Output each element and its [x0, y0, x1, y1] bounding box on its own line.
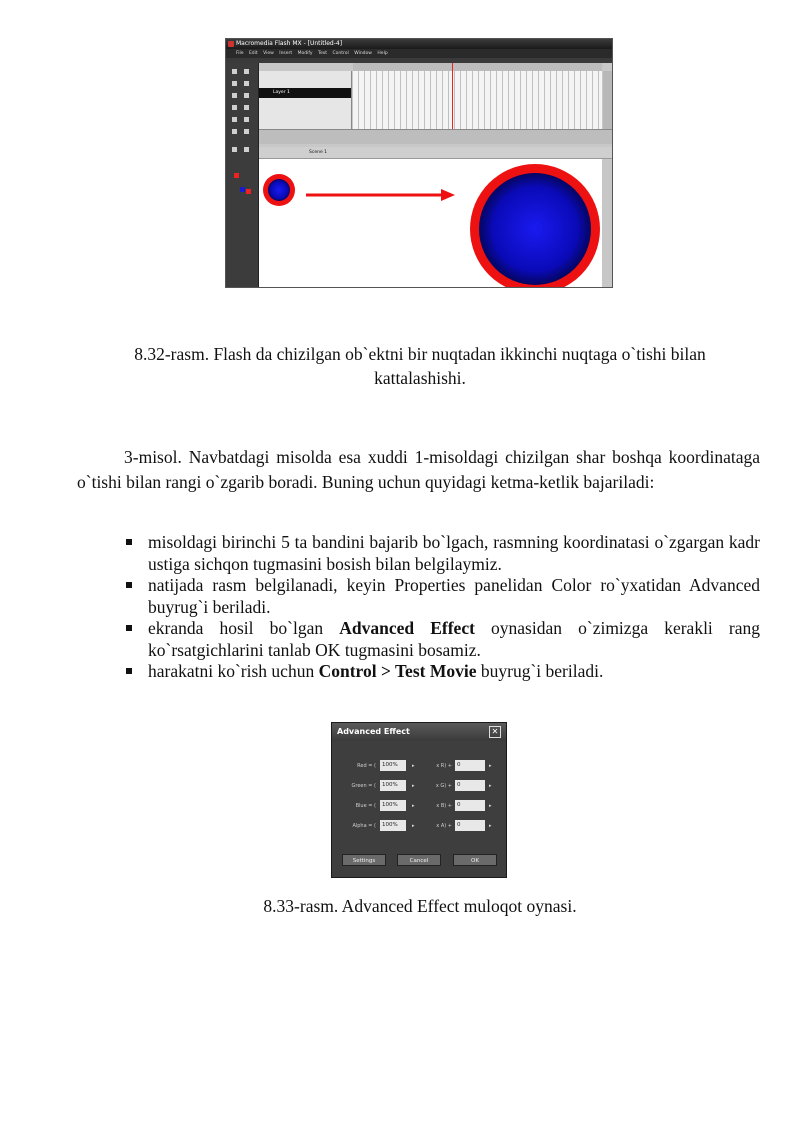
list-item	[122, 618, 760, 661]
bullet-icon	[126, 539, 132, 545]
green-label: Green = (	[351, 783, 376, 789]
menu-item-view[interactable]: View	[263, 51, 274, 56]
list-item	[122, 532, 760, 575]
lasso-tool-icon[interactable]	[244, 81, 249, 86]
alpha-offset-input[interactable]: 0	[455, 820, 485, 831]
arrow-tool-icon[interactable]	[232, 69, 237, 74]
menu-item-text[interactable]: Text	[317, 51, 328, 56]
stage-scrollbar[interactable]	[602, 159, 612, 287]
advanced-effect-dialog	[331, 722, 507, 878]
green-offset-input[interactable]: 0	[455, 780, 485, 791]
zoom-tool-icon[interactable]	[244, 147, 249, 152]
menu-item-insert[interactable]: Insert	[279, 51, 293, 56]
figure-caption-8-32: 8.32-rasm. Flash da chizilgan ob`ektni bir nuqtadan ikkinchi nuqtaga o`tishi bilan kattalashishi.	[134, 344, 706, 388]
alpha-label: Alpha = (	[352, 823, 376, 829]
dialog-title: Advanced Effect	[337, 727, 410, 736]
bullet-icon	[126, 625, 132, 631]
rectangle-tool-icon[interactable]	[244, 105, 249, 110]
menu-item-file[interactable]: File	[236, 51, 244, 56]
blue-row	[332, 799, 507, 813]
red-offset-label: x R) +	[436, 763, 452, 769]
layer-name: Layer 1	[273, 90, 290, 95]
list-item-bold: Advanced Effect	[339, 618, 475, 638]
window-title: Macromedia Flash MX - [Untitled-4]	[236, 40, 343, 47]
bullet-icon	[126, 668, 132, 674]
flash-screenshot	[225, 38, 613, 288]
bullet-icon	[126, 582, 132, 588]
blue-percent-arrow-icon[interactable]: ▸	[412, 803, 415, 809]
line-tool-icon[interactable]	[232, 81, 237, 86]
fill-swatch-icon[interactable]	[246, 189, 251, 194]
menu-item-window[interactable]: Window	[354, 51, 372, 56]
tools-panel	[226, 63, 259, 287]
red-percent-arrow-icon[interactable]: ▸	[412, 763, 415, 769]
green-row	[332, 779, 507, 793]
timeline-scrollbar[interactable]	[603, 71, 612, 129]
blue-offset-input[interactable]: 0	[455, 800, 485, 811]
scene-bar	[259, 147, 612, 159]
frame-ruler	[353, 63, 602, 71]
list-item-text: misoldagi birinchi 5 ta bandini bajarib bo`lgach, rasmning koordinatasi o`zgargan kadr ustiga sichqon tugmasini bosish bilan belgilaymiz.	[148, 532, 760, 574]
list-item-text: oynasidan o`zimizga kerakli rang ko`rsatgichlarini tanlab OK tugmasini bosamiz.	[148, 618, 761, 660]
blue-label: Blue = (	[355, 803, 376, 809]
brush-tool-icon[interactable]	[244, 117, 249, 122]
transform-tool-icon[interactable]	[232, 129, 237, 134]
cancel-button[interactable]: Cancel	[397, 854, 441, 866]
pencil-tool-icon[interactable]	[232, 117, 237, 122]
list-item-text: buyrug`i beriladi.	[476, 661, 604, 681]
menu-bar	[226, 49, 612, 58]
red-row	[332, 759, 507, 773]
stroke-color-icon[interactable]	[234, 173, 239, 178]
layer-row[interactable]	[259, 88, 351, 98]
settings-button[interactable]: Settings	[342, 854, 386, 866]
menu-item-control[interactable]: Control	[332, 51, 349, 56]
stage-graphic	[259, 159, 604, 288]
list-item-text: ekranda hosil bo`lgan	[148, 618, 340, 638]
large-ball	[470, 164, 600, 288]
flash-app-icon	[228, 41, 234, 47]
close-icon[interactable]: ✕	[489, 726, 501, 738]
alpha-percent-arrow-icon[interactable]: ▸	[412, 823, 415, 829]
hand-tool-icon[interactable]	[232, 147, 237, 152]
list-item	[122, 575, 760, 618]
alpha-offset-label: x A) +	[436, 823, 452, 829]
move-arrow-icon	[306, 189, 455, 201]
dialog-titlebar	[332, 723, 506, 741]
alpha-percent-input[interactable]: 100%	[380, 820, 406, 831]
alpha-offset-arrow-icon[interactable]: ▸	[489, 823, 492, 829]
menu-item-help[interactable]: Help	[377, 51, 388, 56]
ok-button[interactable]: OK	[453, 854, 497, 866]
fill-transform-tool-icon[interactable]	[244, 129, 249, 134]
green-offset-label: x G) +	[435, 783, 452, 789]
text-tool-icon[interactable]	[244, 93, 249, 98]
list-item-bold: Control > Test Movie	[318, 661, 477, 681]
alpha-row	[332, 819, 507, 833]
small-ball	[263, 174, 295, 206]
blue-offset-arrow-icon[interactable]: ▸	[489, 803, 492, 809]
window-titlebar	[226, 39, 612, 49]
steps-list	[122, 532, 760, 683]
example-paragraph: 3-misol. Navbatdagi misolda esa xuddi 1-misoldagi chizilgan shar boshqa koordinataga o`tishi bilan rangi o`zgarib boradi. Buning uchun quyidagi ketma-ketlik bajariladi:	[77, 447, 760, 492]
menu-item-edit[interactable]: Edit	[248, 51, 258, 56]
playhead[interactable]	[452, 63, 453, 129]
blue-percent-input[interactable]: 100%	[380, 800, 406, 811]
oval-tool-icon[interactable]	[232, 105, 237, 110]
red-label: Red = (	[357, 763, 376, 769]
layers-area	[259, 71, 352, 129]
scene-name[interactable]: Scene 1	[309, 150, 328, 155]
list-item-text: harakatni ko`rish uchun	[148, 661, 319, 681]
timeline-panel	[259, 63, 612, 147]
menu-item-modify[interactable]: Modify	[297, 51, 313, 56]
list-item	[122, 661, 760, 683]
fill-color-icon[interactable]	[240, 187, 245, 192]
pen-tool-icon[interactable]	[232, 93, 237, 98]
timeline-controls	[259, 129, 612, 144]
stage[interactable]	[259, 159, 602, 287]
figure-caption-8-33: 8.33-rasm. Advanced Effect muloqot oynasi.	[263, 896, 577, 916]
subselect-tool-icon[interactable]	[244, 69, 249, 74]
red-percent-input[interactable]: 100%	[380, 760, 406, 771]
frames-grid[interactable]	[353, 71, 602, 129]
red-offset-arrow-icon[interactable]: ▸	[489, 763, 492, 769]
red-offset-input[interactable]: 0	[455, 760, 485, 771]
green-percent-input[interactable]: 100%	[380, 780, 406, 791]
green-percent-arrow-icon[interactable]: ▸	[412, 783, 415, 789]
green-offset-arrow-icon[interactable]: ▸	[489, 783, 492, 789]
list-item-text: natijada rasm belgilanadi, keyin Properties panelidan Color ro`yxatidan Advanced buyrug`i beriladi.	[148, 575, 760, 617]
blue-offset-label: x B) +	[436, 803, 452, 809]
